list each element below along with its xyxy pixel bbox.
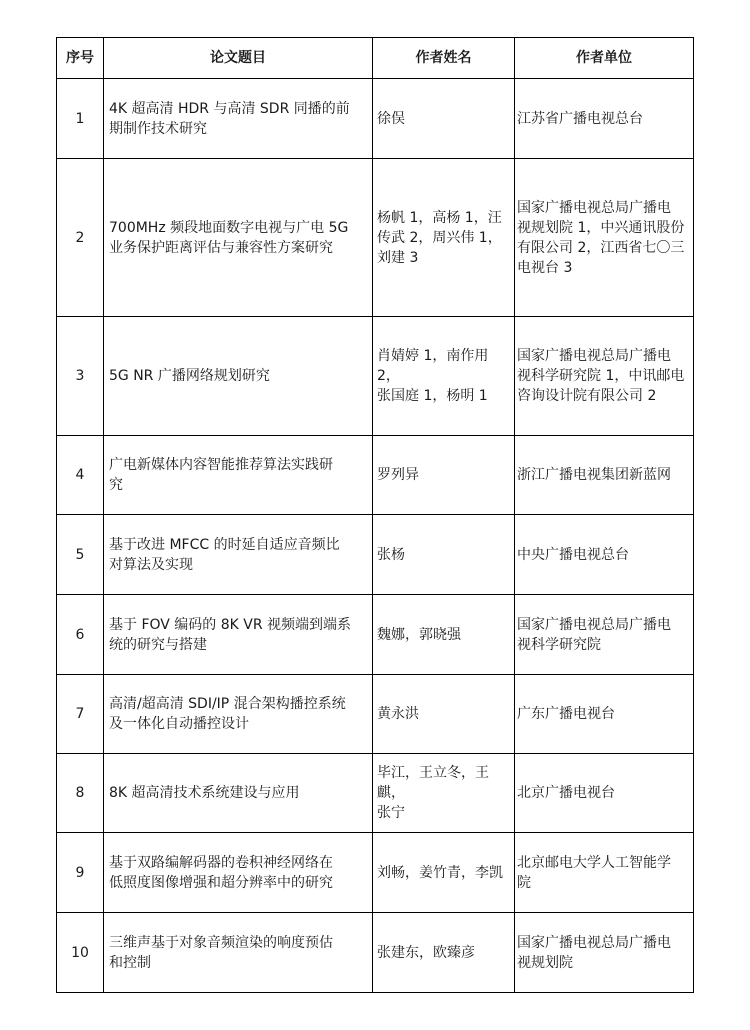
table-row	[57, 436, 694, 515]
author-names-cell	[373, 675, 515, 754]
paper-title: 4K 超高清 HDR 与高清 SDR 同播的前 期制作技术研究	[109, 100, 350, 137]
author-unit: 浙江广播电视集团新蓝网	[517, 467, 671, 483]
papers-table	[56, 37, 694, 993]
paper-title-cell	[104, 159, 373, 317]
row-number-cell	[57, 159, 104, 317]
paper-title-cell	[104, 754, 373, 833]
author-unit: 北京邮电大学人工智能学 院	[517, 854, 671, 891]
paper-title-cell	[104, 833, 373, 913]
paper-title-cell	[104, 317, 373, 436]
author-names: 魏娜，郭晓强	[377, 626, 461, 643]
author-names-cell	[373, 754, 515, 833]
author-names-cell	[373, 317, 515, 436]
table-row	[57, 515, 694, 595]
row-number-cell	[57, 675, 104, 754]
author-unit-cell	[515, 515, 694, 595]
row-number: 10	[71, 944, 89, 961]
author-unit: 国家广播电视总局广播电 视规划院 1，中兴通讯股份 有限公司 2，江西省七〇三 电视台 3	[517, 199, 685, 276]
author-unit-cell	[515, 913, 694, 993]
author-unit-cell	[515, 675, 694, 754]
row-number-cell	[57, 595, 104, 675]
row-number-cell	[57, 436, 104, 515]
paper-title: 基于 FOV 编码的 8K VR 视频端到端系 统的研究与搭建	[109, 616, 352, 653]
author-unit: 中央广播电视总台	[517, 546, 629, 563]
author-names: 毕江，王立冬，王麒， 张宁	[377, 765, 489, 821]
table-row	[57, 79, 694, 159]
author-names-cell	[373, 833, 515, 913]
paper-title: 基于改进 MFCC 的时延自适应音频比 对算法及实现	[109, 536, 340, 573]
header-authors: 作者姓名	[373, 38, 515, 79]
header-title: 论文题目	[104, 38, 373, 79]
row-number: 4	[75, 467, 85, 483]
paper-title-cell	[104, 913, 373, 993]
paper-title: 高清/超高清 SDI/IP 混合架构播控系统 及一体化自动播控设计	[109, 696, 346, 732]
author-unit: 国家广播电视总局广播电 视科学研究院 1，中讯邮电 咨询设计院有限公司 2	[517, 348, 685, 404]
row-number: 2	[75, 229, 85, 246]
paper-title: 基于双路编解码器的卷积神经网络在 低照度图像增强和超分辨率中的研究	[109, 854, 333, 891]
table-row	[57, 675, 694, 754]
author-unit-cell	[515, 317, 694, 436]
author-names: 黄永洪	[377, 706, 419, 722]
author-names: 肖婧婷 1，南作用 2， 张国庭 1，杨明 1	[377, 348, 489, 404]
author-names-cell	[373, 436, 515, 515]
table-row	[57, 833, 694, 913]
author-names: 张杨	[377, 546, 405, 563]
author-names-cell	[373, 515, 515, 595]
author-names-cell	[373, 159, 515, 317]
row-number-cell	[57, 79, 104, 159]
author-names: 刘畅，姜竹青，李凯	[377, 864, 503, 881]
paper-title-cell	[104, 595, 373, 675]
author-unit: 北京广播电视台	[517, 785, 615, 801]
header-row	[57, 38, 694, 79]
author-unit-cell	[515, 595, 694, 675]
table-row	[57, 159, 694, 317]
row-number-cell	[57, 833, 104, 913]
author-names: 杨帆 1，高杨 1，汪 传武 2，周兴伟 1， 刘建 3	[377, 209, 502, 266]
row-number-cell	[57, 317, 104, 436]
paper-title-cell	[104, 79, 373, 159]
paper-title: 三维声基于对象音频渲染的响度预估 和控制	[109, 934, 333, 971]
row-number: 7	[75, 706, 85, 722]
row-number: 1	[75, 110, 85, 127]
row-number: 6	[75, 626, 85, 643]
author-unit-cell	[515, 833, 694, 913]
table-row	[57, 317, 694, 436]
paper-title: 700MHz 频段地面数字电视与广电 5G 业务保护距离评估与兼容性方案研究	[109, 219, 349, 256]
paper-title-cell	[104, 436, 373, 515]
row-number: 5	[75, 546, 85, 563]
row-number-cell	[57, 913, 104, 993]
paper-title-cell	[104, 675, 373, 754]
header-unit: 作者单位	[515, 38, 694, 79]
author-unit: 国家广播电视总局广播电 视科学研究院	[517, 616, 671, 653]
author-unit-cell	[515, 436, 694, 515]
paper-title: 8K 超高清技术系统建设与应用	[109, 785, 300, 801]
author-names-cell	[373, 595, 515, 675]
row-number-cell	[57, 754, 104, 833]
author-names: 罗列异	[377, 467, 419, 483]
author-unit-cell	[515, 79, 694, 159]
table-row	[57, 754, 694, 833]
author-unit: 江苏省广播电视总台	[517, 110, 643, 127]
row-number: 3	[75, 368, 85, 384]
table-row	[57, 913, 694, 993]
row-number-cell	[57, 515, 104, 595]
author-names-cell	[373, 913, 515, 993]
table-row	[57, 595, 694, 675]
row-number: 8	[75, 785, 85, 801]
author-names-cell	[373, 79, 515, 159]
author-unit: 广东广播电视台	[517, 706, 615, 722]
paper-title: 广电新媒体内容智能推荐算法实践研 究	[109, 457, 333, 493]
header-no: 序号	[57, 38, 104, 79]
author-unit: 国家广播电视总局广播电 视规划院	[517, 934, 671, 971]
paper-title: 5G NR 广播网络规划研究	[109, 368, 270, 384]
author-unit-cell	[515, 754, 694, 833]
author-names: 徐俣	[377, 110, 405, 127]
author-unit-cell	[515, 159, 694, 317]
row-number: 9	[75, 864, 85, 881]
paper-title-cell	[104, 515, 373, 595]
author-names: 张建东，欧臻彦	[377, 944, 475, 961]
